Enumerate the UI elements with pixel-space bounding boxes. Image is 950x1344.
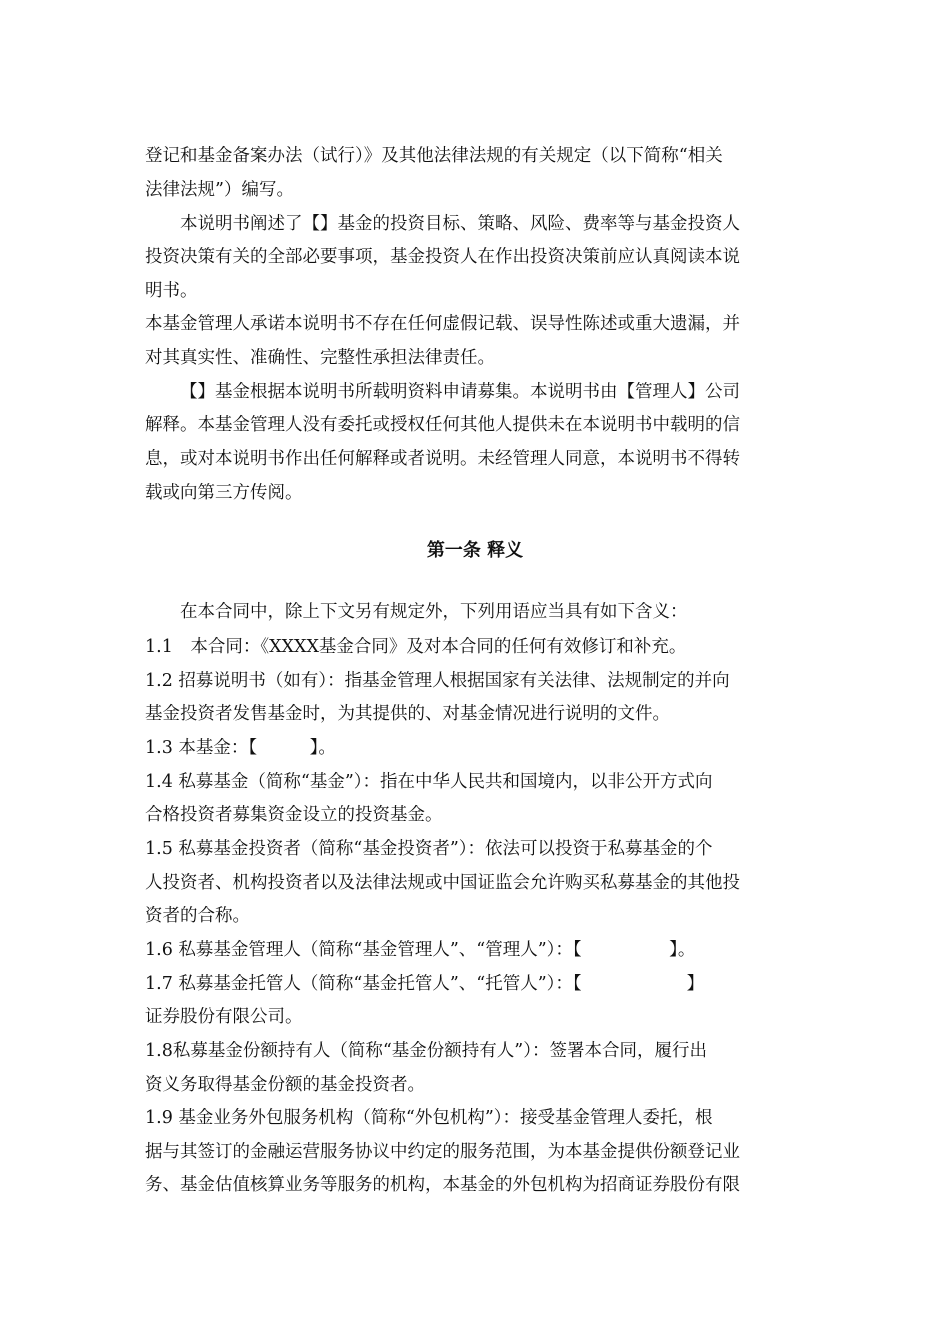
definition-line: 资者的合称。 <box>145 906 250 926</box>
paragraph-line: 本说明书阐述了【】基金的投资目标、策略、风险、费率等与基金投资人 <box>180 214 740 234</box>
definition-line: 人投资者、机构投资者以及法律法规或中国证监会允许购买私募基金的其他投 <box>145 873 740 893</box>
definition-line: 基金投资者发售基金时，为其提供的、对基金情况进行说明的文件。 <box>145 704 670 724</box>
paragraph-line: 解释。本基金管理人没有委托或授权任何其他人提供未在本说明书中载明的信 <box>145 415 740 435</box>
paragraph-line: 登记和基金备案办法（试行）》及其他法律法规的有关规定（以下简称“相关 <box>145 146 723 166</box>
definition-line: 资义务取得基金份额的基金投资者。 <box>145 1075 425 1095</box>
definition-line: 1.6 私募基金管理人（简称“基金管理人”、“管理人”）：【 】。 <box>145 940 696 960</box>
section-lead: 在本合同中，除上下文另有规定外，下列用语应当具有如下含义： <box>180 602 688 622</box>
paragraph-line: 【】基金根据本说明书所载明资料申请募集。本说明书由【管理人】公司 <box>180 382 740 402</box>
paragraph-line: 载或向第三方传阅。 <box>145 483 303 503</box>
paragraph-line: 投资决策有关的全部必要事项，基金投资人在作出投资决策前应认真阅读本说 <box>145 247 740 267</box>
definition-line: 1.1 本合同：《XXXX基金合同》及对本合同的任何有效修订和补充。 <box>145 637 687 657</box>
definition-line: 1.3 本基金：【 】。 <box>145 738 336 758</box>
definition-line: 1.7 私募基金托管人（简称“基金托管人”、“托管人”）：【 】 <box>145 974 705 994</box>
paragraph-line: 本基金管理人承诺本说明书不存在任何虚假记载、误导性陈述或重大遗漏，并 <box>145 314 740 334</box>
definition-line: 1.5 私募基金投资者（简称“基金投资者”）：依法可以投资于私募基金的个 <box>145 839 713 859</box>
definition-line: 据与其签订的金融运营服务协议中约定的服务范围，为本基金提供份额登记业 <box>145 1142 740 1162</box>
paragraph-line: 息，或对本说明书作出任何解释或者说明。未经管理人同意，本说明书不得转 <box>145 449 740 469</box>
definition-line: 合格投资者募集资金设立的投资基金。 <box>145 805 443 825</box>
section-title: 第一条 释义 <box>426 540 524 561</box>
definition-line: 1.2 招募说明书（如有）：指基金管理人根据国家有关法律、法规制定的并向 <box>145 671 730 691</box>
definition-line: 1.4 私募基金（简称“基金”）：指在中华人民共和国境内，以非公开方式向 <box>145 772 713 792</box>
paragraph-line: 法律法规”）编写。 <box>145 180 294 200</box>
definition-line: 证券股份有限公司。 <box>145 1007 303 1027</box>
definition-line: 1.8私募基金份额持有人（简称“基金份额持有人”）：签署本合同，履行出 <box>145 1041 707 1061</box>
definition-line: 务、基金估值核算业务等服务的机构，本基金的外包机构为招商证券股份有限 <box>145 1175 740 1195</box>
paragraph-line: 明书。 <box>145 281 198 301</box>
paragraph-line: 对其真实性、准确性、完整性承担法律责任。 <box>145 348 495 368</box>
definition-line: 1.9 基金业务外包服务机构（简称“外包机构”）：接受基金管理人委托，根 <box>145 1108 713 1128</box>
